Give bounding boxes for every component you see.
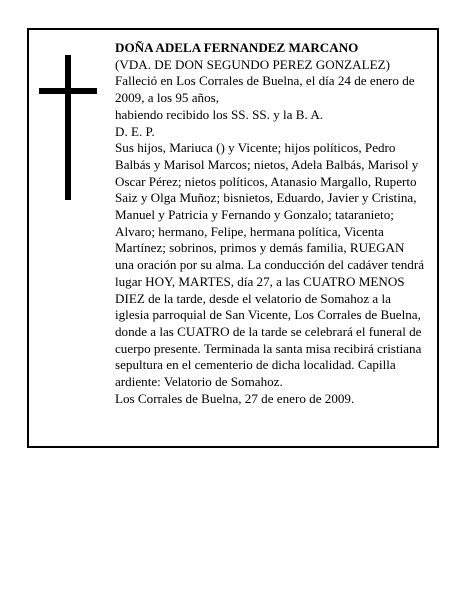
widow-of-line: (VDA. DE DON SEGUNDO PEREZ GONZALEZ) <box>115 56 390 72</box>
cross-icon <box>39 55 101 200</box>
cross-vertical-bar <box>65 55 71 200</box>
obituary-body: Sus hijos, Mariuca () y Vicente; hijos políticos, Pedro Balbás y Marisol Marcos; nietos, Adela Balbás, Marisol y Oscar Pérez; nietos políticos, Atanasio Margallo, Ruperto Saiz y Olga Muñoz; bisnietos, Eduardo, Javier y Cristina, Manuel y Patricia y Fernando y Gonzalo; tataranieto; Alvaro; hermano, Felipe, hermana política, Vicenta Martínez; sobrinos, primos y demás familia, RUEGAN una oración por su alma. La conducción del cadáver tendrá lugar HOY, MARTES, día 27, a las CUATRO MENOS DIEZ de la tarde, desde el velatorio de Somahoz a la iglesia parroquial de San Vicente, Los Corrales de Buelna, donde a las CUATRO de la tarde se celebrará el funeral de cuerpo presente. Terminada la santa misa recibirá cristiana sepultura en el cementerio de dicha localidad. Capilla ardiente: Velatorio de Somahoz. <box>115 140 425 390</box>
death-details: Falleció en Los Corrales de Buelna, el día 24 de enero de 2009, a los 95 años, <box>115 73 415 106</box>
obituary-notice <box>27 28 439 448</box>
dateline: Los Corrales de Buelna, 27 de enero de 2009. <box>115 390 355 406</box>
obituary-text <box>115 40 425 407</box>
sacraments-line: habiendo recibido los SS. SS. y la B. A. <box>115 106 324 122</box>
rip-line: D. E. P. <box>115 123 155 139</box>
deceased-name: DOÑA ADELA FERNANDEZ MARCANO <box>115 40 359 55</box>
cross-horizontal-bar <box>39 88 97 94</box>
